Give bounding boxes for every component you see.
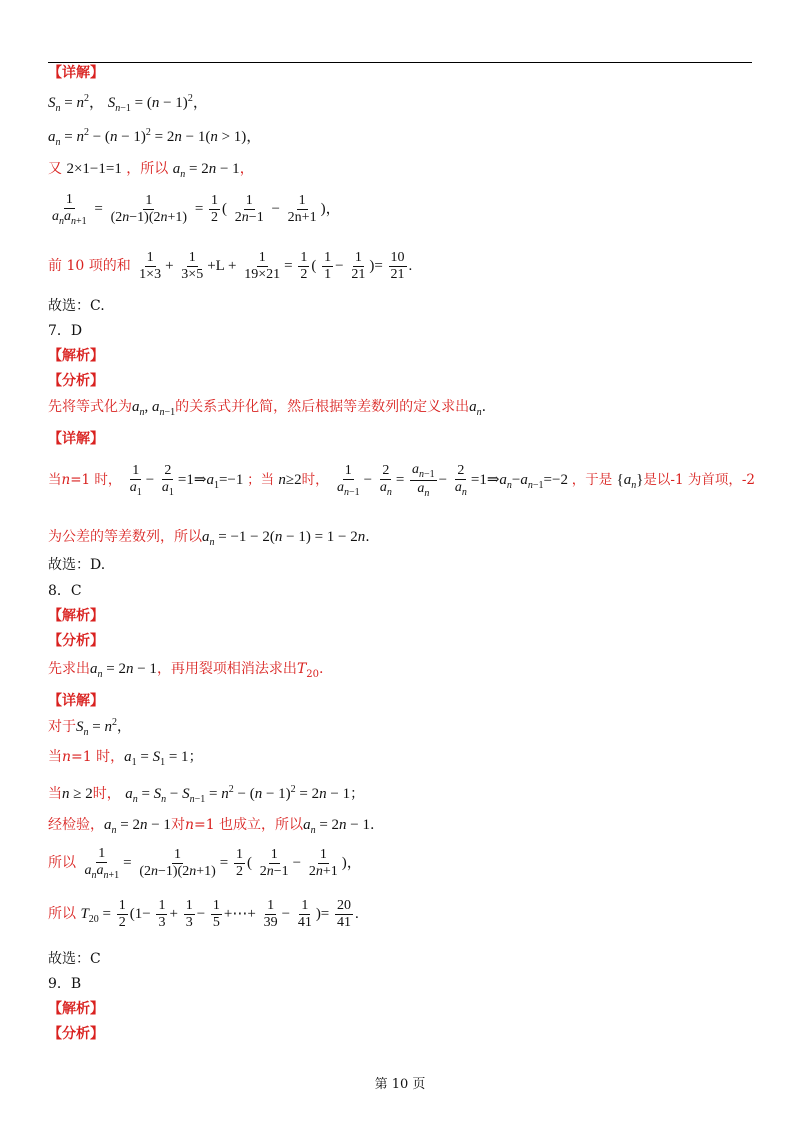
q6-answer: 故选：C.	[48, 298, 105, 314]
tag-analysis-9: 【分析】	[48, 1026, 104, 1042]
q8-analysis: 先求出$a_n = 2n - 1$，再用裂项相消法求出$T_{20}$.	[48, 661, 324, 680]
q8-check: 经检验，$a_n = 2n - 1$对n=1 也成立，所以$a_n = 2n - 1$.	[48, 817, 375, 836]
tag-parse-7: 【解析】	[48, 348, 104, 364]
q6-line-frac: $\frac{1}{a_na_{n+1}}$ = $\frac{1}{(2n-1)(2n+1)}$ = $\frac{1}{2}$ ( $\frac{1}{2n-1}$ − $\frac{1}{2n+1}$ )，	[52, 192, 341, 227]
q8-answer: 故选：C	[48, 951, 101, 967]
q8-number: 8．C	[48, 583, 82, 599]
q8-when-n1: 当n=1 时，$a_1 = S_1 = 1$；	[48, 749, 203, 768]
tag-analysis-7: 【分析】	[48, 373, 104, 389]
q7-analysis: 先将等式化为$a_n$, $a_{n-1}$的关系式并化简，然后根据等差数列的定义求出$a_n$.	[48, 399, 487, 418]
q6-line-an: $a_n = n^2 - (n - 1)^2 = 2n - 1(n > 1)$，	[48, 127, 262, 148]
q8-sum: 所以 $T_{20}$ = $\frac{1}{2}$ (1− $\frac{1}{3}$ + $\frac{1}{3}$ − $\frac{1}{5}$ +⋯+ $\frac{1}{39}$ − $\frac{1}{41}$ )= $\frac{20}{41}$ .	[48, 898, 359, 931]
q6-line-sn: $S_n = n^2$， $S_{n-1} = (n - 1)^2$，	[48, 93, 208, 114]
header-rule	[48, 62, 752, 63]
q6-line-check: 又 2×1−1=1 ，所以 $a_n = 2n - 1$，	[48, 161, 254, 180]
q6-line-sum: 前 10 项的和 $\frac{1}{1\times 3}$ + $\frac{1}{3\times 5}$ +L + $\frac{1}{19\times 21}$ = $\frac{1}{2}$ ( $\frac{1}{1}$ − $\frac{1}{21}$ )= $\frac{10}{21}$ .	[48, 250, 413, 283]
tag-parse-9: 【解析】	[48, 1001, 104, 1017]
q8-frac: 所以 $\frac{1}{a_na_{n+1}}$ = $\frac{1}{(2n-1)(2n+1)}$ = $\frac{1}{2}$ ( $\frac{1}{2n-1}$ − $\frac{1}{2n+1}$ )，	[48, 846, 362, 881]
tag-detail-8: 【详解】	[48, 693, 104, 709]
q7-answer: 故选：D.	[48, 557, 106, 573]
q9-number: 9．B	[48, 976, 82, 992]
q8-for-sn: 对于$S_n = n^2$，	[48, 717, 131, 738]
q7-number: 7．D	[48, 323, 83, 339]
tag-analysis-8: 【分析】	[48, 633, 104, 649]
q8-when-n2: 当n ≥ 2时， $a_n = S_n - S_{n-1} = n^2 - (n - 1)^2 = 2n - 1$；	[48, 784, 365, 805]
q7-conclusion: 为公差的等差数列，所以$a_n = -1 - 2(n - 1) = 1 - 2n$.	[48, 529, 370, 548]
tag-parse-8: 【解析】	[48, 608, 104, 624]
q7-detail: 当n=1 时， $\frac{1}{a_1}$ − $\frac{2}{a_1}$ $=1\Rightarrow a_1=-1$ ；当 n≥2时， $\frac{1}{a_{n-1}}$ − $\frac{2}{a_n}$ = $\frac{a_{n-1}}{a_n}$ − $\frac{2}{a_n}$ $=1\Rightarrow a_n-a_{n-1}=-2$ ，于是 $\{a_n\}$是以-1 为首项，-2	[48, 462, 755, 500]
tag-detail-7: 【详解】	[48, 431, 104, 447]
tag-detail-6: 【详解】	[48, 65, 104, 81]
page-footer: 第 10 页	[374, 1077, 426, 1092]
